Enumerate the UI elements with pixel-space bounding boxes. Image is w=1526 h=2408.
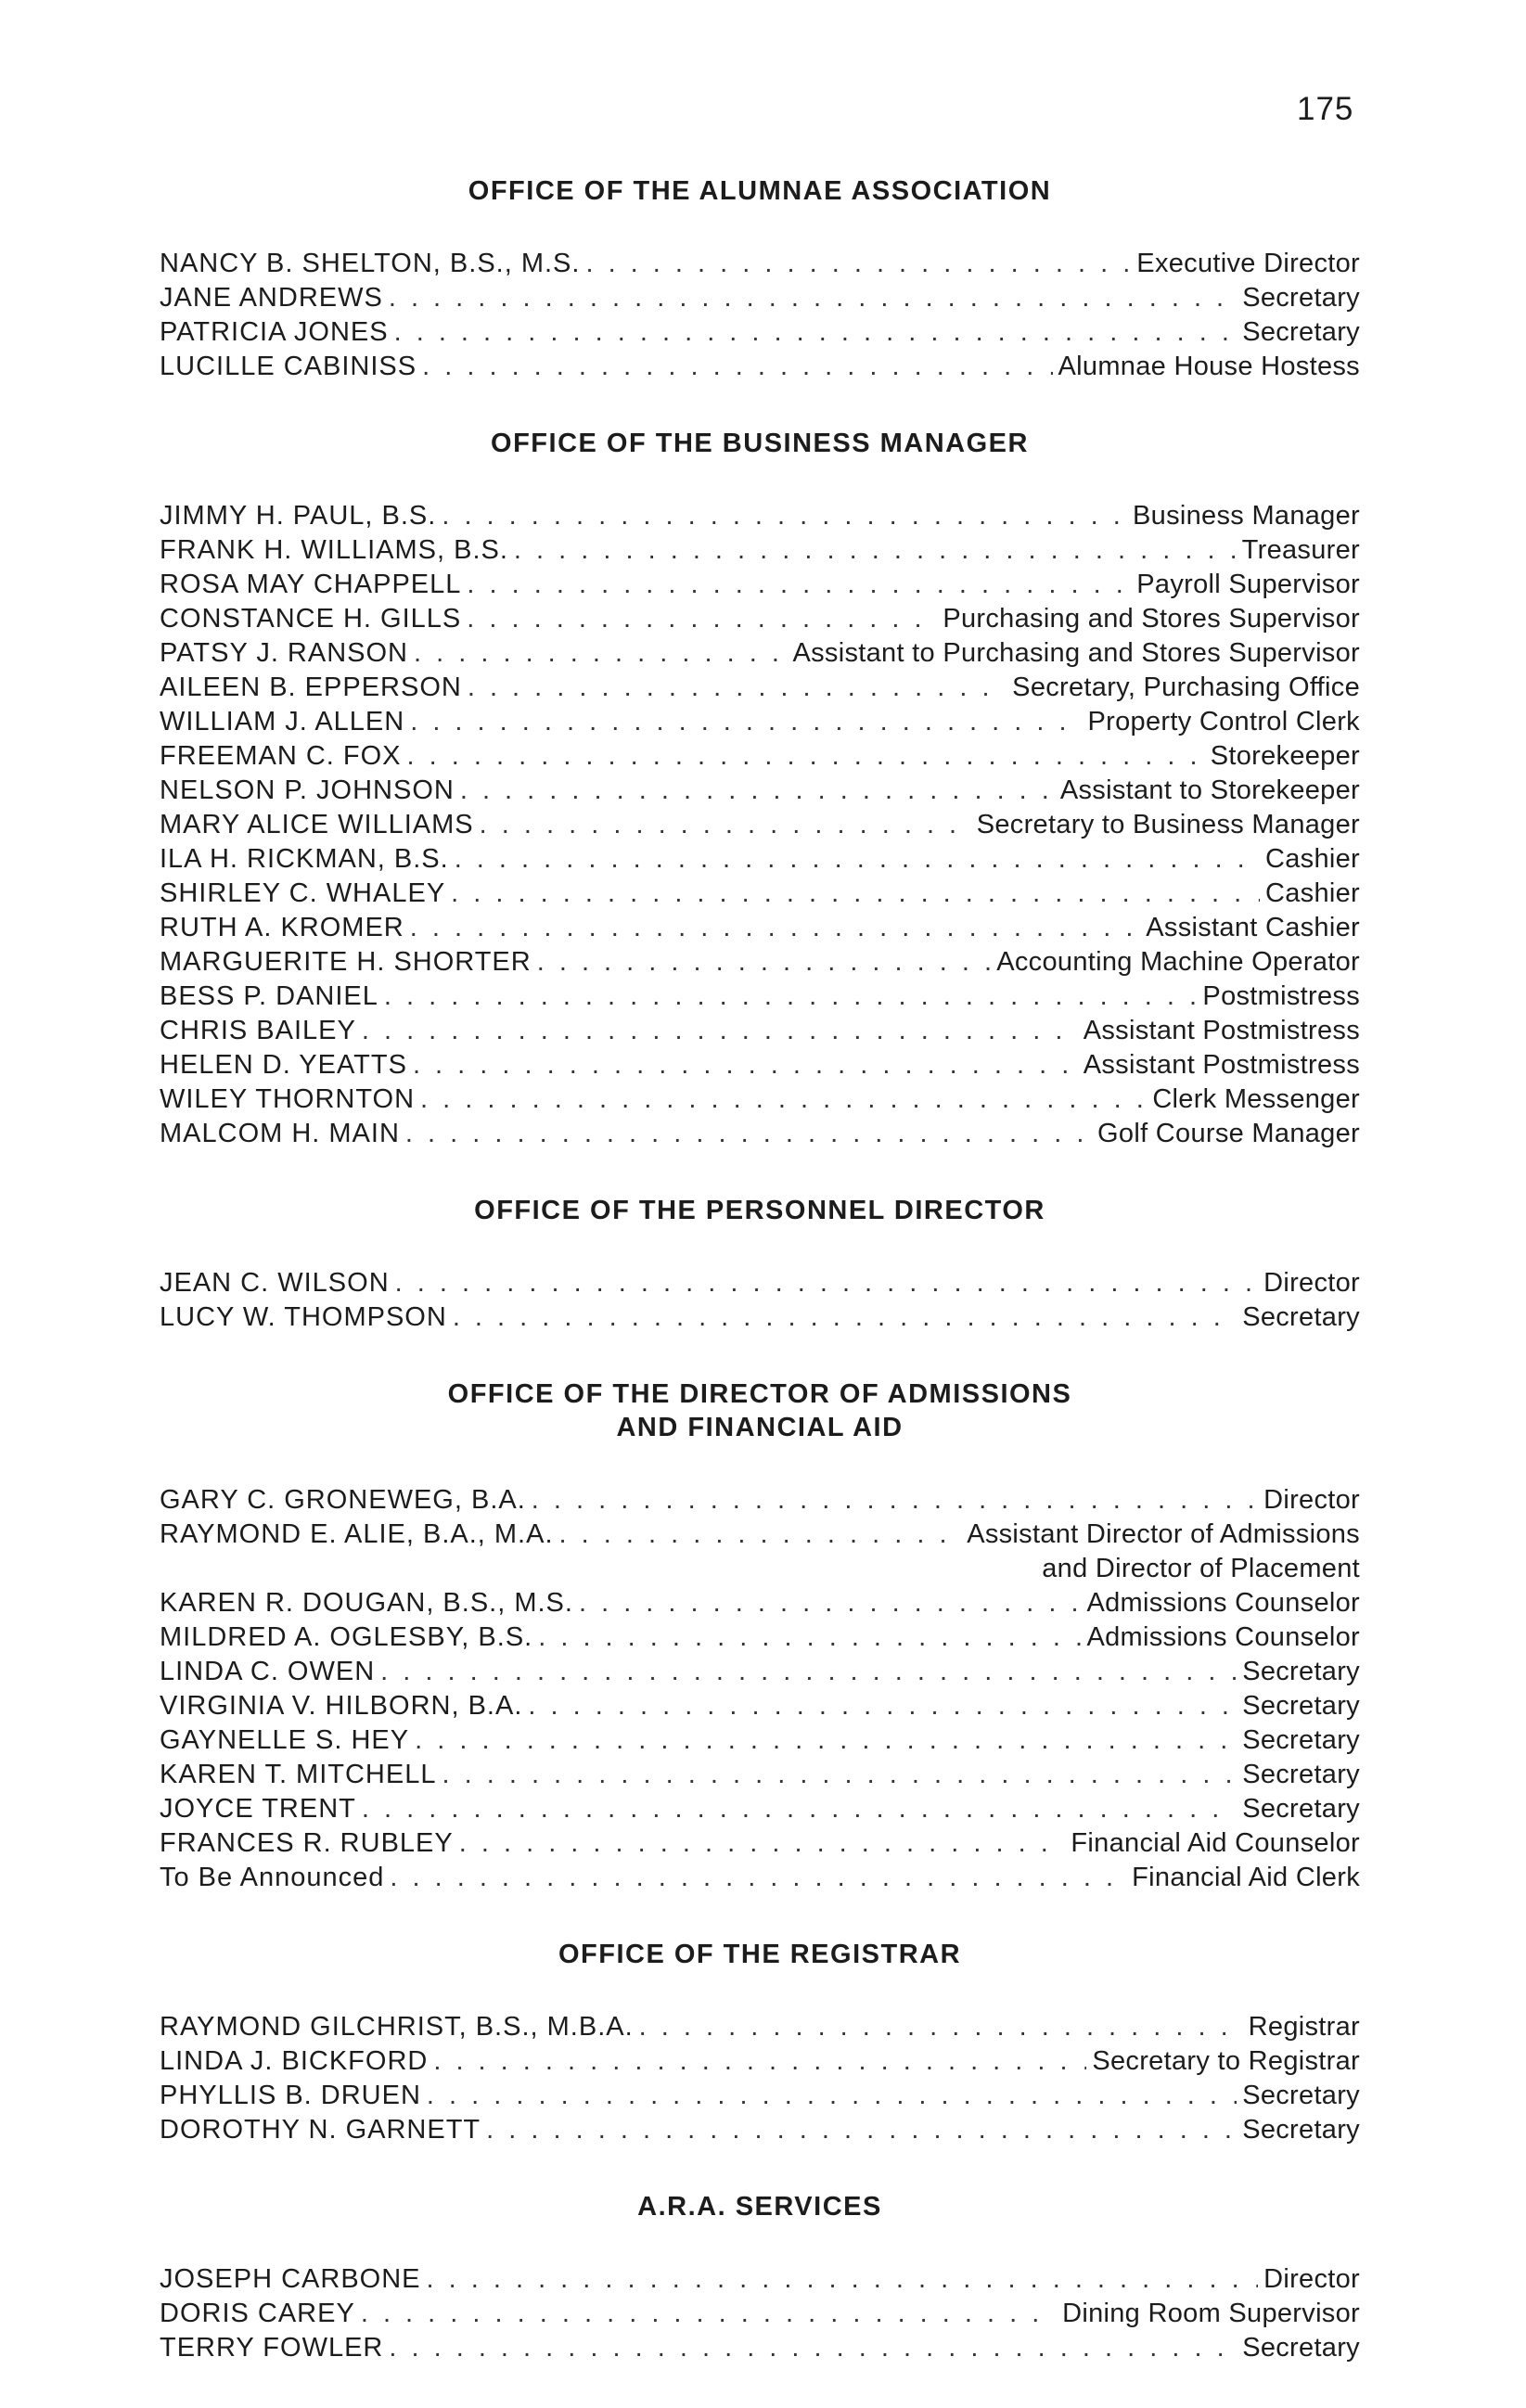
dot-leader — [514, 533, 1237, 568]
staff-name: KAREN T. MITCHELL — [160, 1760, 437, 1789]
staff-title: Admissions Counselor — [1086, 1622, 1360, 1652]
staff-entry — [160, 2010, 1360, 2044]
staff-entry — [160, 1689, 1360, 1723]
dot-leader — [538, 1620, 1081, 1655]
staff-entry — [160, 911, 1360, 945]
dot-leader — [415, 1723, 1237, 1758]
staff-title: Secretary — [1242, 2333, 1360, 2363]
staff-name: AILEEN B. EPPERSON — [160, 672, 462, 702]
staff-name: MARGUERITE H. SHORTER — [160, 947, 532, 977]
staff-name: RAYMOND GILCHRIST, B.S., M.B.A. — [160, 2012, 634, 2042]
staff-name: FREEMAN C. FOX — [160, 741, 402, 771]
staff-name: DOROTHY N. GARNETT — [160, 2115, 481, 2145]
staff-entry — [160, 636, 1360, 671]
dot-leader — [468, 671, 1007, 705]
dot-leader — [407, 739, 1205, 774]
staff-title: Secretary — [1242, 283, 1360, 313]
page-number: 175 — [1297, 91, 1354, 127]
dot-leader — [480, 808, 971, 842]
staff-name: KAREN R. DOUGAN, B.S., M.S. — [160, 1588, 573, 1618]
staff-title: Cashier — [1264, 844, 1360, 874]
dot-leader — [442, 499, 1127, 533]
staff-title: Secretary — [1242, 1725, 1360, 1755]
staff-name: ILA H. RICKMAN, B.S. — [160, 844, 449, 874]
staff-entry — [160, 2079, 1360, 2113]
staff-title: Clerk Messenger — [1152, 1084, 1360, 1114]
dot-leader — [384, 980, 1198, 1014]
dot-leader — [362, 1792, 1237, 1826]
staff-title: Secretary — [1242, 2115, 1360, 2145]
dot-leader — [427, 2262, 1259, 2297]
staff-name: JOSEPH CARBONE — [160, 2264, 421, 2294]
staff-entry — [160, 499, 1360, 533]
staff-entry — [160, 842, 1360, 877]
staff-name: GAYNELLE S. HEY — [160, 1725, 410, 1755]
staff-entry — [160, 1792, 1360, 1826]
staff-entry — [160, 1300, 1360, 1335]
section-heading — [160, 1377, 1360, 1444]
staff-name: JIMMY H. PAUL, B.S. — [160, 501, 437, 531]
staff-entry — [160, 705, 1360, 739]
section-heading-line: OFFICE OF THE DIRECTOR OF ADMISSIONS — [447, 1379, 1072, 1409]
staff-name: PATRICIA JONES — [160, 317, 389, 347]
staff-name: RAYMOND E. ALIE, B.A., M.A. — [160, 1519, 554, 1549]
dot-leader — [427, 2079, 1237, 2113]
staff-title: Registrar — [1248, 2012, 1360, 2042]
staff-entry — [160, 1586, 1360, 1620]
staff-name: FRANK H. WILLIAMS, B.S. — [160, 535, 508, 565]
staff-directory — [160, 174, 1360, 2408]
staff-title: Assistant Postmistress — [1083, 1050, 1360, 1080]
section-heading — [160, 1194, 1360, 1227]
staff-entry — [160, 877, 1360, 911]
dot-leader — [455, 842, 1260, 877]
staff-name: MALCOM H. MAIN — [160, 1119, 400, 1148]
staff-name: DORIS CAREY — [160, 2299, 355, 2328]
staff-entry — [160, 2262, 1360, 2297]
dot-leader — [585, 247, 1131, 281]
staff-title: Assistant Cashier — [1146, 913, 1360, 942]
dot-leader — [639, 2010, 1243, 2044]
staff-name: WILEY THORNTON — [160, 1084, 416, 1114]
staff-title: Secretary — [1242, 1691, 1360, 1721]
directory-section — [160, 174, 1360, 384]
dot-leader — [380, 1655, 1237, 1689]
staff-name: LUCY W. THOMPSON — [160, 1302, 447, 1332]
directory-section — [160, 1938, 1360, 2147]
section-heading-line: OFFICE OF THE ALUMNAE ASSOCIATION — [468, 176, 1052, 206]
dot-leader — [361, 2297, 1057, 2331]
staff-title: Payroll Supervisor — [1136, 570, 1360, 599]
dot-leader — [433, 2044, 1086, 2079]
staff-title: Cashier — [1264, 878, 1360, 908]
staff-name: BESS P. DANIEL — [160, 981, 378, 1011]
dot-leader — [486, 2113, 1237, 2147]
dot-leader — [362, 1014, 1078, 1048]
dot-leader — [394, 315, 1237, 350]
staff-title: Dining Room Supervisor — [1062, 2299, 1360, 2328]
dot-leader — [559, 1518, 962, 1552]
staff-entry — [160, 1117, 1360, 1151]
dot-leader — [413, 1048, 1078, 1082]
dot-leader — [532, 1483, 1258, 1518]
staff-title: Golf Course Manager — [1097, 1119, 1360, 1148]
staff-entry — [160, 2297, 1360, 2331]
staff-entry — [160, 945, 1360, 980]
staff-name: HELEN D. YEATTS — [160, 1050, 407, 1080]
section-heading — [160, 1938, 1360, 1971]
staff-entry — [160, 671, 1360, 705]
staff-name: JANE ANDREWS — [160, 283, 383, 313]
directory-section — [160, 427, 1360, 1151]
staff-name: FRANCES R. RUBLEY — [160, 1828, 454, 1858]
staff-name: ROSA MAY CHAPPELL — [160, 570, 462, 599]
staff-name: RUTH A. KROMER — [160, 913, 404, 942]
staff-name: SHIRLEY C. WHALEY — [160, 878, 446, 908]
staff-name: LINDA J. BICKFORD — [160, 2046, 429, 2076]
staff-entry — [160, 1483, 1360, 1518]
staff-name: CONSTANCE H. GILLS — [160, 604, 462, 634]
staff-title: Secretary to Business Manager — [976, 810, 1360, 839]
dot-leader — [395, 1266, 1258, 1300]
dot-leader — [467, 568, 1131, 602]
staff-name: GARY C. GRONEWEG, B.A. — [160, 1485, 526, 1515]
dot-leader — [414, 636, 787, 671]
staff-name: NELSON P. JOHNSON — [160, 775, 455, 805]
dot-leader — [460, 774, 1055, 808]
staff-entry — [160, 2113, 1360, 2147]
staff-title: Director — [1263, 1268, 1360, 1298]
staff-name: PHYLLIS B. DRUEN — [160, 2081, 421, 2110]
dot-leader — [528, 1689, 1237, 1723]
staff-title: Treasurer — [1241, 535, 1360, 565]
staff-title: Admissions Counselor — [1086, 1588, 1360, 1618]
directory-section — [160, 1377, 1360, 1895]
staff-title: Property Control Clerk — [1087, 707, 1360, 736]
staff-title: Assistant Director of Admissions — [967, 1519, 1360, 1549]
staff-name: To Be Announced — [160, 1863, 385, 1892]
staff-entry — [160, 350, 1360, 384]
staff-title: Secretary, Purchasing Office — [1012, 672, 1360, 702]
staff-name: JOYCE TRENT — [160, 1794, 356, 1824]
staff-entry — [160, 247, 1360, 281]
dot-leader — [467, 602, 937, 636]
dot-leader — [410, 911, 1141, 945]
staff-title: Financial Aid Counselor — [1071, 1828, 1360, 1858]
staff-entry — [160, 980, 1360, 1014]
staff-entry — [160, 2044, 1360, 2079]
staff-title: Purchasing and Stores Supervisor — [943, 604, 1360, 634]
staff-name: JEAN C. WILSON — [160, 1268, 390, 1298]
dot-leader — [422, 350, 1052, 384]
staff-title: Director — [1263, 1485, 1360, 1515]
staff-title: Postmistress — [1202, 981, 1360, 1011]
staff-name: CHRIS BAILEY — [160, 1016, 356, 1045]
staff-title: Storekeeper — [1210, 741, 1360, 771]
dot-leader — [405, 1117, 1092, 1151]
staff-entry — [160, 774, 1360, 808]
staff-title: Secretary — [1242, 317, 1360, 347]
staff-entry — [160, 533, 1360, 568]
dot-leader — [389, 2331, 1237, 2365]
staff-entry — [160, 315, 1360, 350]
staff-entry — [160, 1861, 1360, 1895]
dot-leader — [451, 877, 1260, 911]
dot-leader — [442, 1758, 1237, 1792]
section-heading-line: A.R.A. SERVICES — [637, 2192, 882, 2222]
dot-leader — [410, 705, 1082, 739]
staff-title: Assistant to Storekeeper — [1059, 775, 1360, 805]
dot-leader — [390, 1861, 1126, 1895]
staff-name: MILDRED A. OGLESBY, B.S. — [160, 1622, 533, 1652]
staff-title: Alumnae House Hostess — [1058, 352, 1360, 381]
section-heading-line: OFFICE OF THE PERSONNEL DIRECTOR — [474, 1196, 1045, 1225]
staff-title: Accounting Machine Operator — [996, 947, 1360, 977]
staff-entry — [160, 602, 1360, 636]
staff-name: TERRY FOWLER — [160, 2333, 384, 2363]
dot-leader — [537, 945, 992, 980]
section-heading — [160, 2190, 1360, 2223]
dot-leader — [420, 1082, 1147, 1117]
section-heading — [160, 174, 1360, 208]
staff-entry — [160, 1048, 1360, 1082]
staff-entry — [160, 1723, 1360, 1758]
staff-title: Secretary — [1242, 1302, 1360, 1332]
staff-entry — [160, 1518, 1360, 1586]
staff-title: Business Manager — [1133, 501, 1360, 531]
staff-title: Director — [1263, 2264, 1360, 2294]
staff-entry — [160, 1826, 1360, 1861]
staff-entry — [160, 281, 1360, 315]
staff-title: Secretary — [1242, 1657, 1360, 1686]
staff-title: Executive Director — [1136, 249, 1360, 278]
staff-name: MARY ALICE WILLIAMS — [160, 810, 474, 839]
section-heading-line: OFFICE OF THE BUSINESS MANAGER — [491, 429, 1029, 458]
staff-entry — [160, 1758, 1360, 1792]
staff-title: Secretary — [1242, 2081, 1360, 2110]
staff-title: Secretary — [1242, 1794, 1360, 1824]
staff-name: LINDA C. OWEN — [160, 1657, 376, 1686]
staff-title: Secretary to Registrar — [1092, 2046, 1360, 2076]
dot-leader — [389, 281, 1237, 315]
staff-name: LUCILLE CABINISS — [160, 352, 417, 381]
staff-title: Assistant Postmistress — [1083, 1016, 1360, 1045]
staff-entry — [160, 808, 1360, 842]
staff-entry — [160, 1014, 1360, 1048]
staff-entry — [160, 568, 1360, 602]
staff-title: Financial Aid Clerk — [1132, 1863, 1360, 1892]
section-heading-line: OFFICE OF THE REGISTRAR — [558, 1940, 962, 1969]
staff-name: PATSY J. RANSON — [160, 638, 408, 668]
section-heading — [160, 427, 1360, 460]
staff-entry — [160, 1266, 1360, 1300]
section-heading-line: AND FINANCIAL AID — [616, 1413, 904, 1442]
dot-leader — [453, 1300, 1237, 1335]
staff-entry — [160, 2331, 1360, 2365]
dot-leader — [459, 1826, 1066, 1861]
staff-entry — [160, 1082, 1360, 1117]
staff-title: Assistant to Purchasing and Stores Supervisor — [792, 638, 1360, 668]
staff-name: NANCY B. SHELTON, B.S., M.S. — [160, 249, 581, 278]
staff-name: VIRGINIA V. HILBORN, B.A. — [160, 1691, 523, 1721]
staff-entry — [160, 739, 1360, 774]
directory-section — [160, 2190, 1360, 2365]
directory-section — [160, 1194, 1360, 1335]
staff-name: WILLIAM J. ALLEN — [160, 707, 405, 736]
staff-entry — [160, 1620, 1360, 1655]
staff-title: Secretary — [1242, 1760, 1360, 1789]
dot-leader — [579, 1586, 1082, 1620]
staff-title-continued: and Director of Placement — [1042, 1554, 1360, 1583]
staff-entry — [160, 1655, 1360, 1689]
